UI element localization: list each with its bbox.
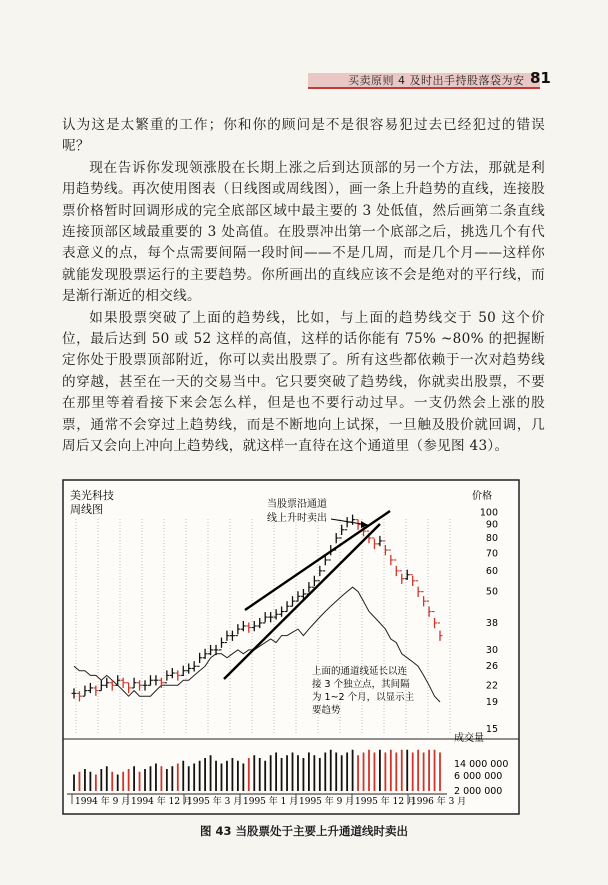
body-text bbox=[62, 115, 545, 458]
running-header bbox=[308, 71, 566, 91]
price-tick-label: 50 bbox=[485, 586, 498, 598]
price-axis-title: 价格 bbox=[472, 491, 492, 502]
price-tick-label: 22 bbox=[485, 680, 498, 692]
price-tick-label: 60 bbox=[485, 565, 498, 577]
date-tick-label: 1995 年 12 月 bbox=[355, 797, 416, 807]
volume-tick-3: 2 000 000 bbox=[454, 786, 503, 797]
volume-axis-title: 成交量 bbox=[454, 733, 484, 744]
price-tick-label: 70 bbox=[485, 548, 498, 560]
paragraph-2: 现在告诉你发现领涨股在长期上涨之后到达顶部的另一个方法，那就是利用趋势线。再次使用图表（日线图或周线图），画一条上升趋势的直线，连接股票价格暂时回调形成的完全底部区域中最主要的 3 处低值，然后画第二条直线连接顶部区域最重要的 3 处高值。在股票冲出第一个底部之后，挑选几个有代表意义的点，每个点需要间隔一段时间——不是几周，而是几个月——这样你就能发现股票运行的主要趋势。你所画出的直线应该不会是绝对的平行线，而是渐行渐近的相交线。 bbox=[62, 159, 545, 305]
annotation-top-2: 线上升时卖出 bbox=[267, 513, 327, 524]
page-number: 81 bbox=[530, 69, 551, 87]
price-tick-label: 38 bbox=[485, 617, 498, 629]
date-tick-label: 1996 年 3 月 bbox=[411, 797, 467, 807]
price-tick-label: 100 bbox=[479, 507, 498, 519]
annotation-bottom-1: 上面的通道线延长以连 bbox=[312, 666, 408, 677]
price-tick-label: 90 bbox=[485, 519, 498, 531]
date-tick-label: 1994 年 9 月 bbox=[75, 797, 131, 807]
chart-frame bbox=[63, 480, 519, 814]
stock-label: 美光科技 bbox=[70, 489, 114, 502]
figure-43-chart bbox=[62, 479, 520, 815]
price-tick-label: 80 bbox=[485, 533, 498, 545]
annotation-bottom-3: 为 1~2 个月，以显示主 bbox=[312, 692, 415, 703]
paragraph-3: 如果股票突破了上面的趋势线，比如，与上面的趋势线交于 50 这个价位，最后达到 50 或 52 这样的高值，这样的话你能有 75% ~80% 的把握断定你处于股票顶部附近，你可以卖出股票了。所有这些都依赖于一次对趋势线的穿越，甚至在一天的交易当中。它只要突破了趋势线，你就卖出股票，不要在那里等着看接下来会怎么样，但是也不要行动过早。一支仍然会上涨的股票，通常不会穿过上趋势线，而是不断地向上试探，一旦触及股价就回调，几周后又会向上冲向上趋势线，就这样一直待在这个通道里（参见图 43）。 bbox=[62, 309, 545, 455]
annotation-top-1: 当股票沿通道 bbox=[267, 499, 327, 510]
date-tick-label: 1995 年 1 月 bbox=[243, 797, 299, 807]
date-tick-label: 1995 年 3 月 bbox=[187, 797, 243, 807]
price-tick-label: 19 bbox=[485, 697, 498, 709]
running-title: 买卖原则 4 及时出手持股落袋为安 bbox=[348, 74, 525, 87]
price-tick-label: 30 bbox=[485, 644, 498, 656]
date-tick-label: 1994 年 12 月 bbox=[131, 797, 192, 807]
figure-caption: 图 43 当股票处于主要上升通道线时卖出 bbox=[199, 824, 408, 838]
price-tick-label: 26 bbox=[485, 661, 498, 673]
annotation-bottom-4: 要趋势 bbox=[312, 705, 341, 716]
volume-tick-1: 14 000 000 bbox=[454, 759, 509, 770]
chart-svg bbox=[62, 479, 520, 815]
period-label: 周线图 bbox=[70, 503, 103, 516]
price-tick-label: 15 bbox=[485, 724, 498, 735]
annotation-bottom-2: 接 3 个独立点，其间隔 bbox=[312, 679, 410, 690]
volume-tick-2: 6 000 000 bbox=[454, 771, 503, 782]
date-tick-label: 1995 年 9 月 bbox=[299, 797, 355, 807]
paragraph-1: 认为这是太繁重的工作；你和你的顾问是不是很容易犯过去已经犯过的错误呢？ bbox=[62, 117, 545, 155]
